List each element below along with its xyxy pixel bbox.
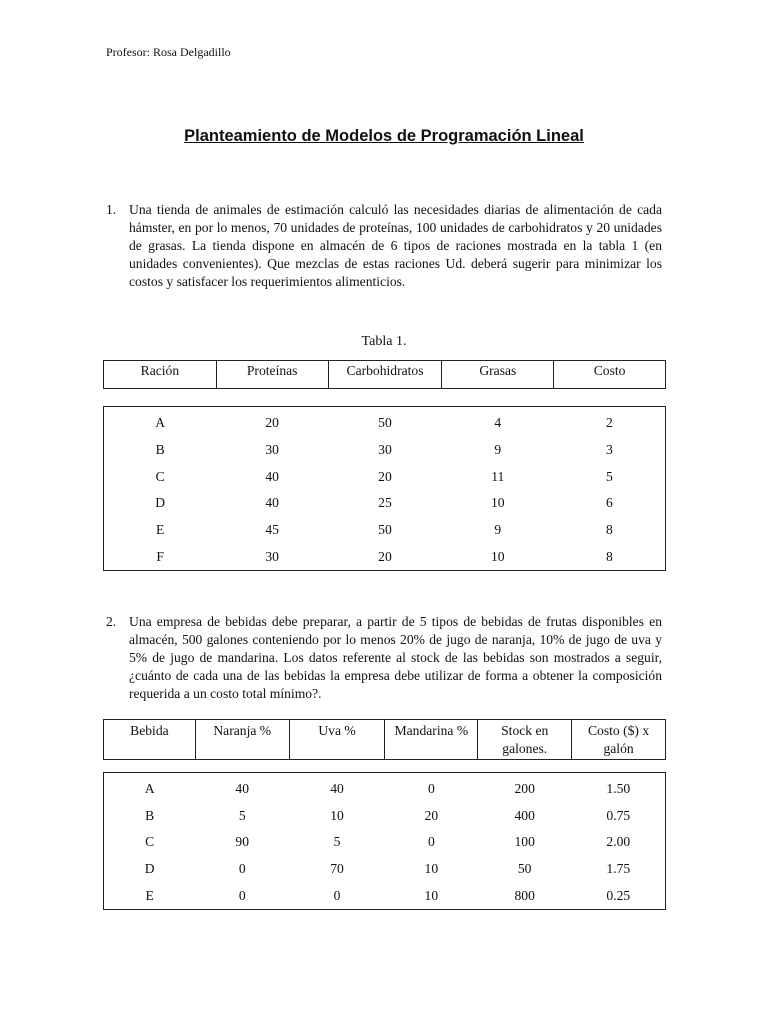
table-cell: 10 [490, 548, 505, 564]
table-row [104, 773, 666, 803]
table-cell: 1.75 [606, 861, 631, 877]
table-cell: 40 [235, 781, 250, 797]
table-cell: D [144, 861, 155, 877]
table-cell: C [145, 834, 155, 850]
table-cell: 50 [517, 861, 532, 877]
table-2-header-cell: Costo ($) x galón [572, 720, 666, 760]
table-2-body [103, 772, 666, 910]
table-cell: 2 [605, 415, 613, 431]
table-1-header-cell: Grasas [442, 361, 554, 389]
table-2-header-cell: Naranja % [195, 720, 289, 760]
professor-header: Profesor: Rosa Delgadillo [106, 45, 231, 59]
table-cell: 50 [378, 522, 392, 538]
table-row [104, 490, 666, 517]
table-cell: 30 [378, 442, 392, 458]
table-row [104, 803, 666, 830]
table-cell: 25 [378, 495, 392, 511]
table-1-caption: Tabla 1. [361, 334, 407, 349]
table-cell: 400 [514, 807, 535, 823]
table-cell: 5 [238, 807, 246, 823]
table-cell: 0 [427, 781, 435, 797]
table-cell: 8 [605, 522, 613, 538]
table-cell: 10 [490, 495, 505, 511]
table-cell: 100 [514, 834, 535, 850]
problem-2-text: Una empresa de bebidas debe preparar, a partir de 5 tipos de bebidas de frutas disponibles en almacén, 500 galones conteniendo por lo menos 20% de jugo de naranja, 10% de jugo de uva y 5% de jugo de mandarina. Los datos referente al stock de las bebidas son mostrados a seguir, ¿cuánto de cada una de las bebidas la empresa debe utilizar de forma a obtener la composición requerida a un costo total mínimo?. [129, 614, 662, 701]
table-cell: B [155, 442, 165, 458]
table-cell: C [155, 468, 165, 484]
table-cell: A [155, 415, 166, 431]
table-cell: 3 [605, 442, 613, 458]
table-cell: 40 [265, 495, 279, 511]
table-cell: 10 [424, 861, 439, 877]
table-cell: 20 [378, 548, 392, 564]
table-1-header-cell: Carbohidratos [328, 361, 442, 389]
table-cell: 30 [265, 548, 279, 564]
table-1-body [103, 406, 666, 571]
table-cell: 40 [330, 781, 344, 797]
table-2-header [103, 719, 666, 760]
table-cell: 4 [494, 415, 502, 431]
problem-1 [106, 201, 662, 291]
table-1-header-cell: Ración [104, 361, 217, 389]
table-cell: 30 [265, 442, 279, 458]
table-row [104, 543, 666, 570]
table-2-header-cell: Bebida [104, 720, 196, 760]
table-cell: 20 [378, 468, 392, 484]
table-cell: 10 [424, 887, 439, 903]
table-row [104, 882, 666, 909]
table-cell: 20 [265, 415, 279, 431]
table-2-header-cell: Stock en galones. [478, 720, 572, 760]
problem-2-number: 2. [106, 614, 117, 629]
table-cell: 50 [378, 415, 392, 431]
table-cell: 0.25 [606, 887, 631, 903]
table-cell: 6 [605, 495, 613, 511]
table-cell: 1.50 [606, 781, 631, 797]
table-2-header-cell: Mandarina % [385, 720, 478, 760]
table-cell: 10 [330, 807, 344, 823]
table-cell: A [144, 781, 155, 797]
table-row [104, 829, 666, 856]
table-cell: 8 [605, 548, 613, 564]
table-row [104, 437, 666, 464]
table-2-header-cell: Uva % [289, 720, 385, 760]
table-cell: E [155, 522, 165, 538]
table-row [104, 463, 666, 490]
table-1-header [103, 360, 666, 389]
table-cell: E [145, 887, 154, 903]
table-cell: 2.00 [606, 834, 631, 850]
table-cell: 5 [333, 834, 341, 850]
table-cell: 800 [514, 887, 535, 903]
problem-1-number: 1. [106, 202, 117, 217]
problem-1-text: Una tienda de animales de estimación calculó las necesidades diarias de alimentación de cada hámster, en por lo menos, 70 unidades de proteínas, 100 unidades de carbohidratos y 20 unidades de grasas. La tienda dispone en almacén de 6 tipos de raciones mostrada en la tabla 1 (en unidades convenientes). Que mezclas de estas raciones Ud. deberá sugerir para minimizar los costos y satisfacer los requerimientos alimenticios. [129, 202, 662, 289]
table-cell: 5 [605, 468, 613, 484]
table-1-header-cell: Proteínas [216, 361, 328, 389]
table-cell: D [155, 495, 166, 511]
table-cell: 0 [238, 861, 246, 877]
table-cell: 200 [514, 781, 535, 797]
table-1-header-cell: Costo [554, 361, 666, 389]
table-cell: 11 [491, 468, 505, 484]
table-cell: 0 [333, 887, 341, 903]
table-cell: 9 [494, 522, 502, 538]
table-cell: 9 [494, 442, 502, 458]
table-row [104, 856, 666, 883]
table-cell: 0 [427, 834, 435, 850]
table-cell: 40 [265, 468, 279, 484]
table-cell: B [145, 807, 155, 823]
table-cell: 70 [330, 861, 344, 877]
table-row [104, 407, 666, 437]
table-cell: 0.75 [606, 807, 631, 823]
table-cell: 90 [235, 834, 250, 850]
table-cell: 0 [238, 887, 246, 903]
table-row [104, 517, 666, 544]
page-title: Planteamiento de Modelos de Programación Lineal [184, 127, 584, 145]
table-cell: F [156, 548, 164, 564]
problem-2 [106, 613, 662, 703]
table-cell: 45 [265, 522, 279, 538]
table-cell: 20 [424, 807, 439, 823]
